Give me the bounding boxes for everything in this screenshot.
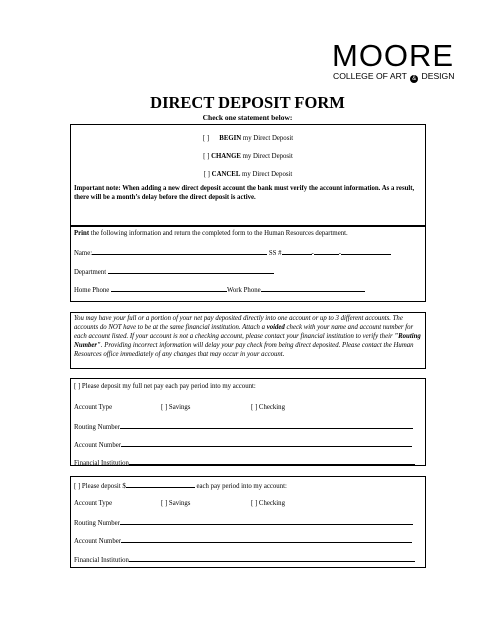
institution-label-2: Financial Institution [74,557,129,564]
print-text: the following information and return the completed form to the Human Resources department. [89,230,348,237]
routing-field-2[interactable] [120,517,413,525]
logo-subtitle [333,71,453,83]
account-number-label: Account Number [74,442,121,449]
option-begin-keyword: BEGIN [219,135,242,142]
partial-deposit-box [70,476,426,568]
account-type-label-2: Account Type [74,500,113,507]
option-begin-checkbox[interactable]: [ ] [202,135,210,142]
name-label: Name: [74,250,93,257]
partial-deposit-header [74,480,422,491]
ss-label: SS # [268,250,282,257]
routing-row [74,421,422,432]
logo-wordmark: MOORE [332,38,455,73]
institution-row [74,457,422,468]
ss-dash-2: - [338,250,342,257]
institution-label: Financial Institution [74,460,129,467]
option-change-checkbox[interactable]: [ ] [203,153,210,160]
important-note: Important note: When adding a new direct deposit account the bank must verify the account information. As a result, there will be a month’s delay before the direct deposit is active. [74,185,415,201]
option-begin-text: my Direct Deposit [241,135,294,142]
statement-box [70,124,426,226]
print-instructions [74,229,422,238]
department-label: Department [74,269,107,276]
account-type-row-2 [74,499,422,508]
page-title: DIRECT DEPOSIT FORM [150,93,345,112]
account-number-field[interactable] [121,439,412,447]
checking-checkbox-2[interactable]: [ ] Checking [251,500,285,507]
logo-sub-left: COLLEGE OF ART [333,71,407,81]
notice-part2: check with your name and account number for each account listed. If your account is not a checking account, please contact your financial institution to verify their [74,324,414,340]
savings-checkbox-2[interactable]: [ ] Savings [161,500,191,507]
partial-deposit-label[interactable]: [ ] Please deposit $ [74,483,126,490]
institution-field-2[interactable] [129,554,415,562]
account-type-row [74,403,422,412]
option-cancel-checkbox[interactable]: [ ] [203,171,210,178]
home-phone-label: Home Phone [74,287,110,294]
option-cancel-text: my Direct Deposit [240,171,293,178]
ampersand-icon: & [412,76,417,82]
option-change-keyword: CHANGE [211,153,241,160]
checking-checkbox[interactable]: [ ] Checking [251,404,285,411]
account-type-label: Account Type [74,404,113,411]
routing-label-2: Routing Number [74,520,120,527]
print-keyword: Print [74,230,90,237]
notice-text [74,314,422,359]
employee-info-box [70,226,426,302]
notice-part1: You may have your full or a portion of your net pay deposited directly into one account or up to 3 different accounts. The accounts do NOT have to be at the same financial institution. Attach a [74,315,403,331]
option-cancel[interactable] [71,170,425,179]
institution-row-2 [74,554,422,565]
routing-row-2 [74,517,422,528]
routing-field[interactable] [120,421,413,429]
notice-voided: voided [266,324,285,331]
notice-routing: "Routing Number" [74,333,421,349]
ss-field-part2[interactable] [311,247,342,257]
savings-checkbox[interactable]: [ ] Savings [161,404,191,411]
account-number-row [74,439,422,450]
work-phone-field[interactable] [261,284,365,292]
notice-part3: . Providing incorrect information will delay your pay check from being direct deposited. Please contact the Human Resources office immediately of any changes that may occur in your account. [74,342,414,358]
full-deposit-box [70,378,426,466]
option-cancel-keyword: CANCEL [211,171,241,178]
account-number-row-2 [74,535,422,546]
ss-dash-1: - [311,250,314,257]
institution-field[interactable] [129,457,415,465]
name-field[interactable] [92,247,267,255]
home-phone-field[interactable] [111,284,227,292]
phone-row [74,284,422,295]
ss-field-part1[interactable] [282,247,312,255]
ss-field-part3[interactable] [338,247,391,257]
page-subtitle: Check one statement below: [202,113,293,122]
notice-box [70,312,426,369]
full-deposit-header[interactable]: [ ] Please deposit my full net pay each pay period into my account: [74,383,256,390]
option-change-text: my Direct Deposit [240,153,293,160]
account-number-field-2[interactable] [121,535,412,543]
account-number-label-2: Account Number [74,538,121,545]
option-begin[interactable] [71,134,425,143]
partial-deposit-text: each pay period into my account: [196,483,287,490]
work-phone-label: Work Phone [227,287,261,294]
name-ss-row [74,247,422,258]
department-row [74,266,422,277]
routing-label: Routing Number [74,424,120,431]
logo-sub-right: DESIGN [421,71,455,81]
department-field[interactable] [108,266,274,274]
deposit-amount-field[interactable] [126,480,195,488]
option-change[interactable] [71,152,425,161]
